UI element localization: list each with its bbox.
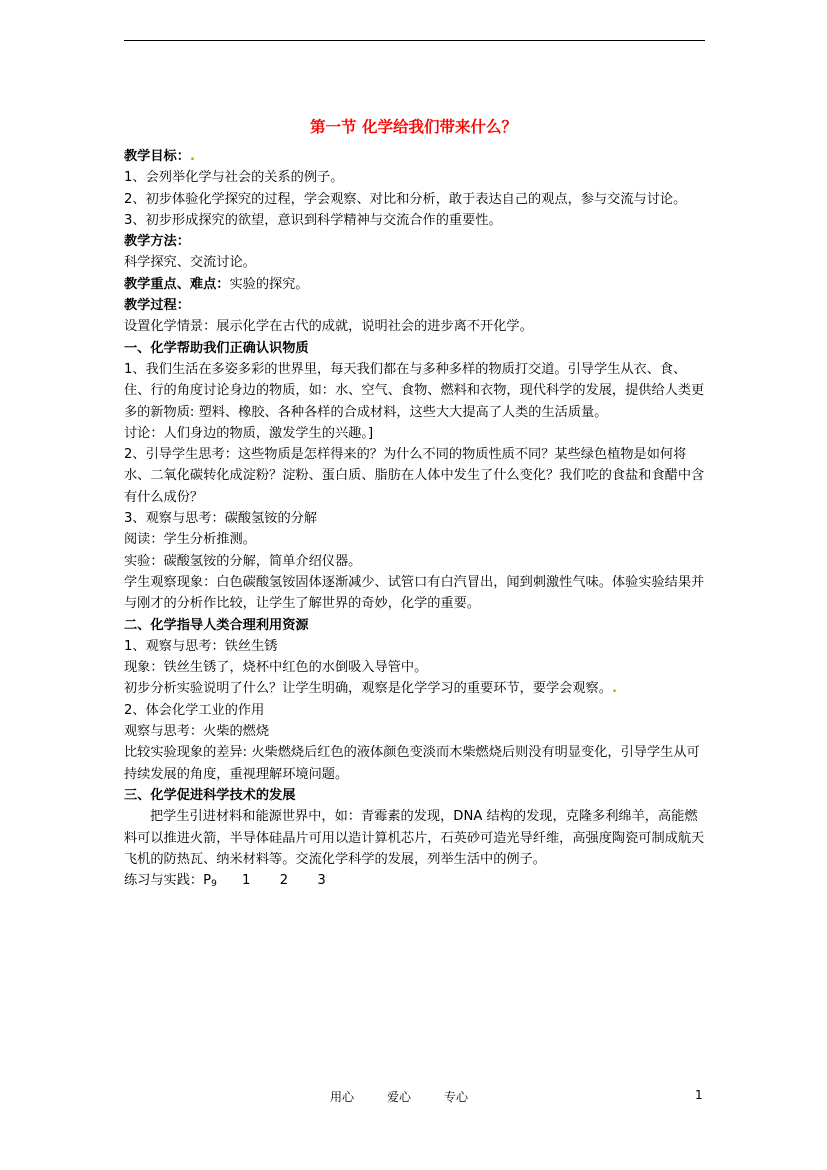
process-heading: 教学过程： (124, 298, 190, 314)
header-rule (124, 40, 705, 41)
practice-numbers: 1 2 3 (216, 873, 326, 889)
objective-3: 3、初步形成探究的欲望，意识到科学精神与交流合作的重要性。 (124, 212, 502, 228)
marker-dot: . (189, 149, 195, 164)
footer-motto-1: 用心 (330, 1090, 355, 1104)
observe-2: 1、观察与思考：铁丝生锈 (124, 638, 278, 654)
page-number: 1 (695, 1088, 703, 1102)
scenario-text: 设置化学情景：展示化学在古代的成就，说明社会的进步离不开化学。 (124, 319, 533, 335)
analysis-line (124, 678, 706, 699)
focus-text: 实验的探究。 (229, 276, 309, 292)
page-title: 第一节 化学给我们带来什么？ (310, 118, 517, 136)
objectives-heading (124, 146, 706, 167)
focus-line (124, 274, 706, 295)
document-body (124, 146, 706, 895)
focus-label: 教学重点、难点： (124, 276, 230, 292)
objectives-label: 教学目标： (124, 149, 190, 164)
section-1-para-1: 1、我们生活在多姿多彩的世界里，每天我们都在与多种多样的物质打交道。引导学生从衣、食、住、行的角度讨论身边的物质，如：水、空气、食物、燃料和衣物，现代科学的发展，提供给人类更多的新物质: 塑料、橡胶、各种各样的合成材料，这些大大提高了人类的生活质量。 (124, 361, 705, 420)
objective-1: 1、会列举化学与社会的关系的例子。 (124, 170, 344, 186)
section-3-para: 把学生引进材料和能源世界中，如：青霉素的发现，DNA 结构的发现，克隆多利绵羊，高能燃料可以推进火箭，半导体硅晶片可用以造计算机芯片，石英砂可造光导纤维，高强度陶瓷可制成航天飞机的防热瓦、纳米材料等。交流化学科学的发展，列举生活中的例子。 (124, 809, 705, 867)
footer-motto-2: 爱心 (387, 1090, 412, 1104)
practice-line (124, 870, 706, 895)
methods-heading: 教学方法： (124, 234, 190, 250)
reading-text: 阅读：学生分析推测。 (124, 532, 256, 548)
practice-page-sub: 9 (211, 879, 217, 890)
analysis-text: 初步分析实验说明了什么？让学生明确，观察是化学学习的重要环节，要学会观察。 (124, 681, 612, 697)
footer-motto-3: 专心 (444, 1090, 469, 1104)
section-1-heading: 一、化学帮助我们正确认识物质 (124, 340, 309, 356)
experiment-text: 实验：碳酸氢铵的分解，简单介绍仪器。 (124, 553, 362, 569)
section-3-heading: 三、化学促进科学技术的发展 (124, 787, 296, 803)
observe-1: 3、观察与思考：碳酸氢铵的分解 (124, 511, 318, 527)
methods-text: 科学探究、交流讨论。 (124, 255, 256, 271)
marker-dot: . (611, 681, 617, 697)
observe-3: 观察与思考：火柴的燃烧 (124, 724, 270, 740)
section-2-heading: 二、化学指导人类合理利用资源 (124, 617, 309, 633)
phenomenon-text: 学生观察现象：白色碳酸氢铵固体逐渐减少、试管口有白汽冒出，闻到刺激性气味。体验实验结果并与刚才的分析作比较，让学生了解世界的奇妙，化学的重要。 (124, 574, 705, 612)
practice-label: 练习与实践：P (124, 873, 212, 889)
industry-item: 2、体会化学工业的作用 (124, 702, 265, 718)
objective-2: 2、初步体验化学探究的过程，学会观察、对比和分析，敢于表达自己的观点，参与交流与讨论。 (124, 191, 687, 207)
comparison-text: 比较实验现象的差异: 火柴燃烧后红色的液体颜色变淡而木柴燃烧后则没有明显变化，引导学生从可持续发展的角度，重视理解环境问题。 (124, 745, 700, 782)
discussion-text: 讨论：人们身边的物质，激发学生的兴趣。] (124, 425, 374, 441)
rust-phenomenon: 现象：铁丝生锈了，烧杯中红色的水倒吸入导管中。 (124, 660, 428, 676)
section-1-para-2: 2、引导学生思考：这些物质是怎样得来的？为什么不同的物质性质不同？某些绿色植物是如何将水、二氧化碳转化成淀粉？淀粉、蛋白质、脂肪在人体中发生了什么变化？我们吃的食盐和食醋中含有什么成份？ (124, 447, 705, 505)
